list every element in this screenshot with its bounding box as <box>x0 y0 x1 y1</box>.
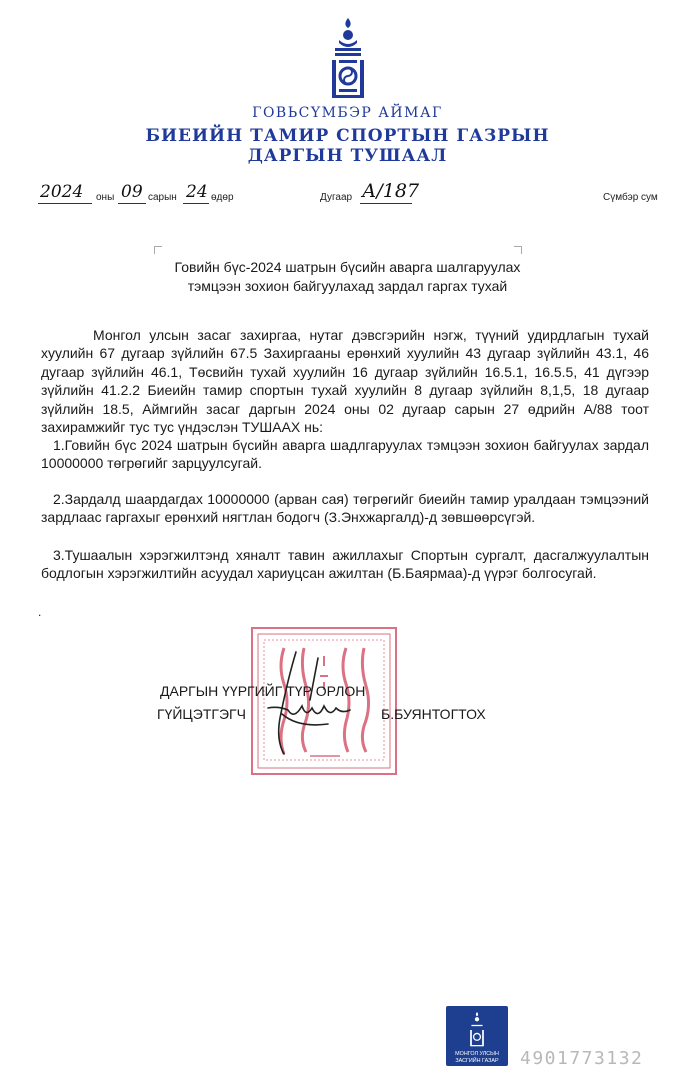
logo-line-2: ЗАСГИЙН ГАЗАР <box>455 1058 499 1064</box>
number-label: Дугаар <box>320 192 353 203</box>
department-name: БИЕИЙН ТАМИР СПОРТЫН ГАЗРЫН <box>145 126 550 146</box>
soyombo-small-icon <box>467 1012 487 1048</box>
date-line <box>0 180 695 210</box>
place-name: Сүмбэр сум <box>603 192 658 203</box>
document-type: ДАРГЫН ТУШААЛ <box>247 146 448 166</box>
order-title-line-2: тэмцээн зохион байгуулахад зардал гаргах тухай <box>187 278 508 294</box>
order-item-3: 3.Тушаалын хэрэгжилтэнд хяналт тавин ажиллахыг Спортын сургалт, дасгалжуулалтын бодлогын хэрэгжилтийн асуудал хариуцсан ажилтан (Б.Баярмаа)-д үүрэг болгосугай. <box>41 547 649 582</box>
order-item-2: 2.Зардалд шаардагдах 10000000 (арван сая) төгрөгийг биеийн тамир уралдаан тэмцээний зардлаас гаргахыг ерөнхий нягтлан бодогч (З.Энхжаргалд)-д зөвшөөрсүгэй. <box>41 491 649 526</box>
number-underline <box>360 203 412 204</box>
document-number: 4901773132 <box>520 1048 644 1069</box>
signatory-title-line-1: ДАРГЫН ҮҮРГИЙГ ТҮР ОРЛОН <box>160 683 366 699</box>
day-suffix: өдөр <box>211 192 234 203</box>
order-item-1: 1.Говийн бүс 2024 шатрын бүсийн аварга шадлгаруулах тэмцээн зохион байгуулах зардал 10000000 төгрөгийг зарцуулсугай. <box>41 437 649 472</box>
title-corner-top-left <box>154 246 162 254</box>
government-logo <box>446 1006 508 1066</box>
day-underline <box>183 203 209 204</box>
year-suffix: оны <box>96 192 115 203</box>
signatory-name: Б.БУЯНТОГТОХ <box>381 706 486 722</box>
month-underline <box>118 203 146 204</box>
month-suffix: сарын <box>148 192 177 203</box>
title-corner-top-right <box>514 246 522 254</box>
number-handwritten: А/187 <box>362 180 420 202</box>
logo-line-1: МОНГОЛ УЛСЫН <box>455 1051 499 1057</box>
preamble-paragraph: Монгол улсын засаг захиргаа, нутаг дэвсгэрийн нэгж, түүний удирдлагын тухай хуулийн 67 дугаар зүйлийн 67.5 Захиргааны ерөнхий хуулийн 43 дугаар зүйлийн 43.1, 46 дугаар зүйлийн 46.1, Төсвийн тухай хуулийн 16 дугаар зүйлийн 16.5.1, 16.5.5, 41 дүгээр зүйлийн 41.2.2 Биеийн тамир спортын тухай хуулийн 8 дугаар зүйлийн 8,1,5, 18 дугаар зүйлийн 18.5, Аймгийн засаг даргын 2024 оны 02 дугаар сарын 27 өдрийн А/88 тоот захирамжийг тус тус үндэслэн ТУШААХ нь: <box>41 327 649 436</box>
stray-mark: . <box>38 605 42 619</box>
signatory-title-line-2: ГҮЙЦЭТГЭГЧ <box>157 706 246 722</box>
year-underline <box>38 203 92 204</box>
handwritten-signature-icon <box>258 648 378 758</box>
month-handwritten: 09 <box>121 182 143 202</box>
day-handwritten: 24 <box>186 182 208 202</box>
year-handwritten: 2024 <box>40 182 84 202</box>
soyombo-emblem-icon <box>327 18 369 102</box>
aimag-name: ГОВЬСҮМБЭР АЙМАГ <box>252 105 443 121</box>
order-title-line-1: Говийн бүс-2024 шатрын бүсийн аварга шалгаруулах <box>174 259 521 275</box>
